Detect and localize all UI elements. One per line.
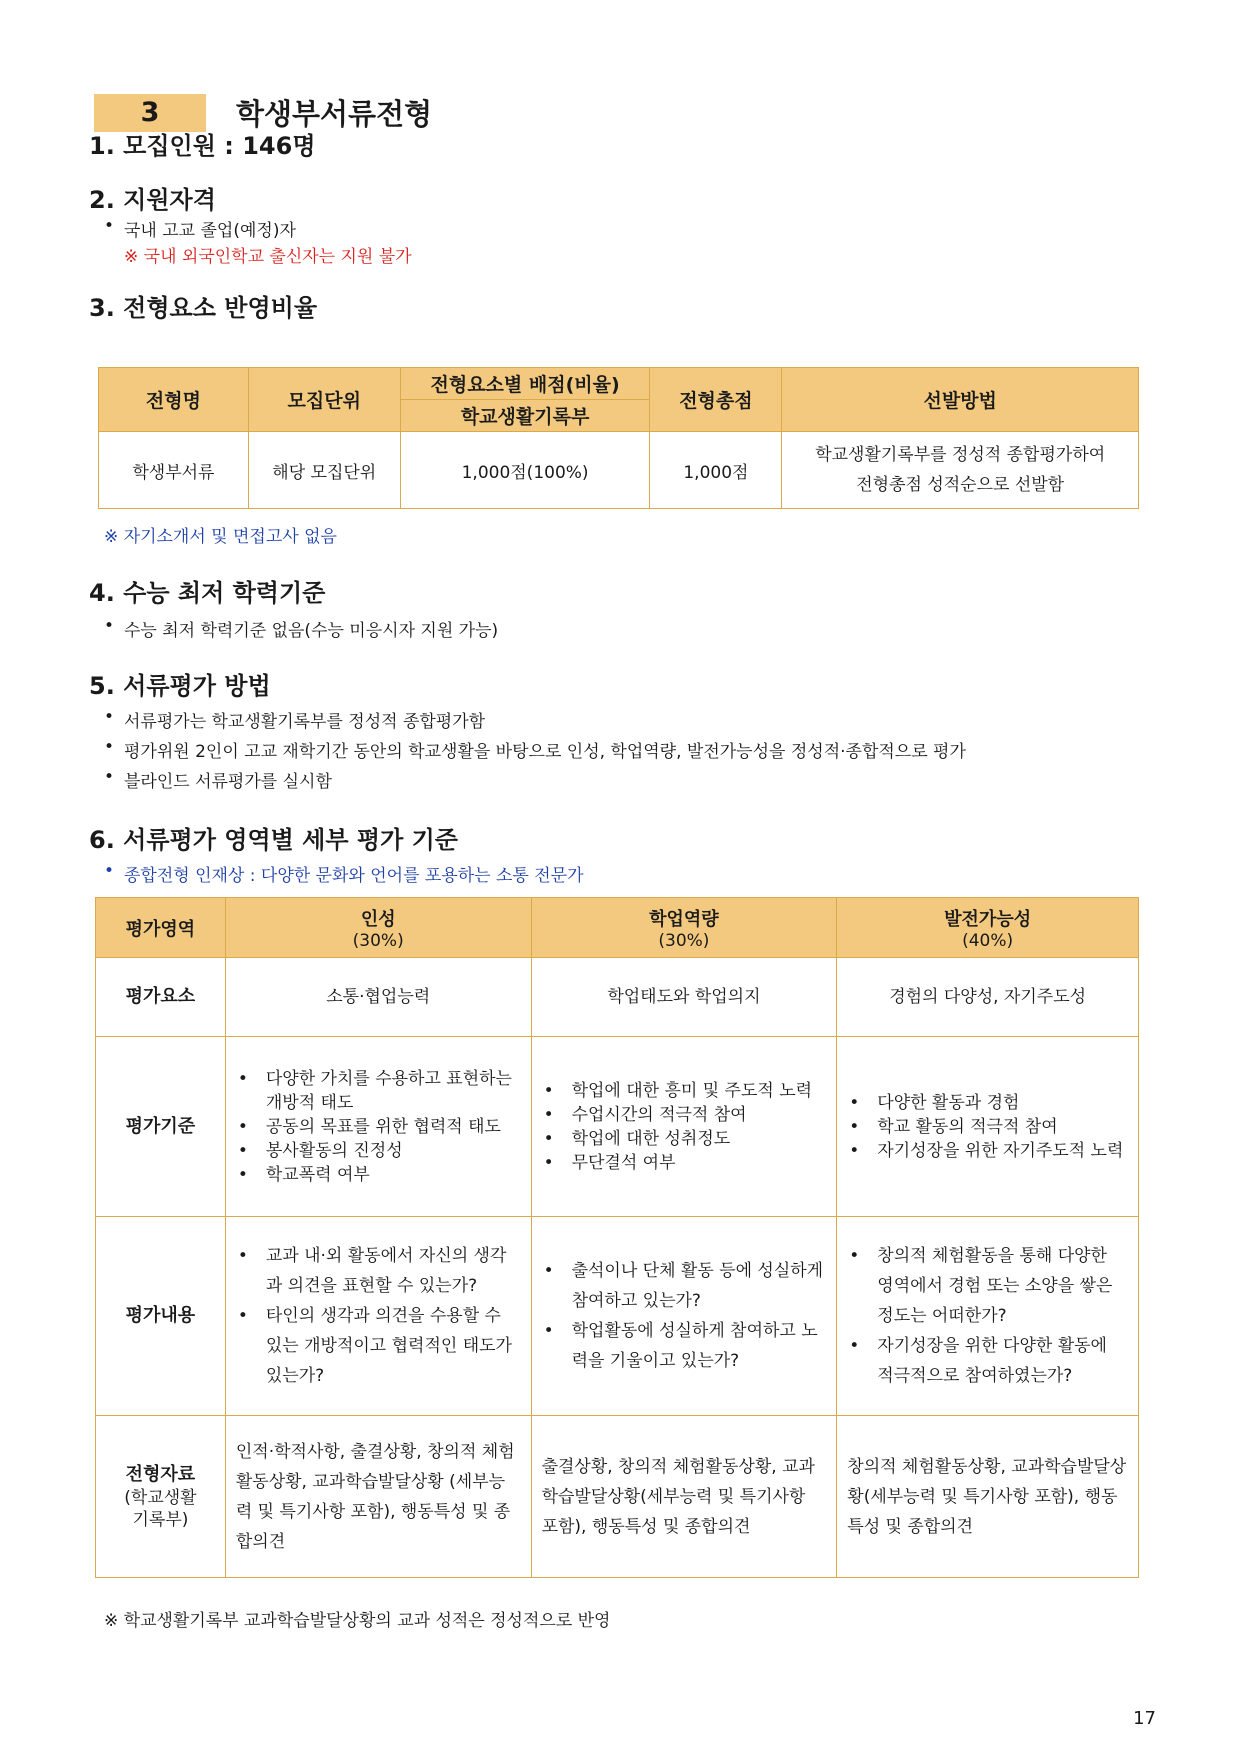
area-label: 평가영역 xyxy=(96,898,226,958)
factor-cell: 경험의 다양성, 자기주도성 xyxy=(837,958,1139,1037)
criteria-cell xyxy=(837,1037,1139,1217)
col-header-unit: 모집단위 xyxy=(248,368,400,432)
content-item: • 창의적 체험활동을 통해 다양한 영역에서 경험 또는 소양을 쌓은 정도는 어떠한가? xyxy=(847,1241,1128,1331)
ratio-table xyxy=(98,367,1139,509)
content-item: • 자기성장을 위한 다양한 활동에 적극적으로 참여하였는가? xyxy=(847,1331,1128,1391)
criteria-item: • 학업에 대한 성취정도 xyxy=(542,1127,827,1151)
col-header-name: 전형명 xyxy=(99,368,249,432)
col-header-element: 학교생활기록부 xyxy=(400,400,650,432)
content-cell xyxy=(837,1217,1139,1416)
method-bullet-3: • 블라인드 서류평가를 실시함 xyxy=(106,767,332,792)
col-personality: 인성 (30%) xyxy=(225,898,531,958)
cell-method xyxy=(782,432,1139,509)
col-header-total: 전형총점 xyxy=(650,368,782,432)
content-item: • 교과 내·외 활동에서 자신의 생각과 의견을 표현할 수 있는가? xyxy=(236,1241,521,1301)
criteria-item: • 자기성장을 위한 자기주도적 노력 xyxy=(847,1139,1128,1163)
cell-unit: 해당 모집단위 xyxy=(248,432,400,509)
criteria-item: • 학교 활동의 적극적 참여 xyxy=(847,1115,1128,1139)
criteria-item: • 학교폭력 여부 xyxy=(236,1163,521,1187)
heading-criteria: 6. 서류평가 영역별 세부 평가 기준 xyxy=(89,826,458,854)
criteria-item: • 봉사활동의 진정성 xyxy=(236,1139,521,1163)
row-label-factor: 평가요소 xyxy=(96,958,226,1037)
criteria-cell xyxy=(225,1037,531,1217)
material-cell: 출결상황, 창의적 체험활동상황, 교과학습발달상황(세부능력 및 특기사항 포함), 행동특성 및 종합의견 xyxy=(531,1416,837,1578)
eligibility-note: ※ 국내 외국인학교 출신자는 지원 불가 xyxy=(124,247,412,267)
heading-eligibility: 2. 지원자격 xyxy=(89,186,216,214)
factor-cell: 소통·협업능력 xyxy=(225,958,531,1037)
section-number: 3 xyxy=(94,94,206,132)
content-item: • 타인의 생각과 의견을 수용할 수 있는 개방적이고 협력적인 태도가 있는가? xyxy=(236,1301,521,1391)
section-title: 학생부서류전형 xyxy=(236,97,433,131)
criteria-item: • 다양한 가치를 수용하고 표현하는 개방적 태도 xyxy=(236,1067,521,1115)
material-cell: 창의적 체험활동상황, 교과학습발달상황(세부능력 및 특기사항 포함), 행동특성 및 종합의견 xyxy=(837,1416,1139,1578)
criteria-item: • 공동의 목표를 위한 협력적 태도 xyxy=(236,1115,521,1139)
ratio-note: ※ 자기소개서 및 면접고사 없음 xyxy=(104,527,337,547)
heading-csat: 4. 수능 최저 학력기준 xyxy=(89,579,326,607)
eligibility-bullet: • 국내 고교 졸업(예정)자 xyxy=(106,216,296,241)
col-academic: 학업역량 (30%) xyxy=(531,898,837,958)
cell-total: 1,000점 xyxy=(650,432,782,509)
row-label-criteria: 평가기준 xyxy=(96,1037,226,1217)
criteria-item: • 다양한 활동과 경험 xyxy=(847,1091,1128,1115)
page-number: 17 xyxy=(1133,1708,1156,1729)
material-label-sub2: 기록부) xyxy=(132,1509,189,1530)
cell-element-score: 1,000점(100%) xyxy=(400,432,650,509)
criteria-table xyxy=(95,897,1139,1578)
material-label: 전형자료 xyxy=(125,1463,196,1485)
cell-method-line2: 전형총점 성적순으로 선발함 xyxy=(856,475,1065,495)
col-header-method: 선발방법 xyxy=(782,368,1139,432)
content-cell xyxy=(531,1217,837,1416)
content-cell xyxy=(225,1217,531,1416)
criteria-item: • 학업에 대한 흥미 및 주도적 노력 xyxy=(542,1079,827,1103)
factor-cell: 학업태도와 학업의지 xyxy=(531,958,837,1037)
heading-ratio: 3. 전형요소 반영비율 xyxy=(89,294,317,322)
heading-recruitment: 1. 모집인원 : 146명 xyxy=(89,132,316,160)
row-label-content: 평가내용 xyxy=(96,1217,226,1416)
csat-bullet: • 수능 최저 학력기준 없음(수능 미응시자 지원 가능) xyxy=(106,616,498,641)
talent-bullet: • 종합전형 인재상 : 다양한 문화와 언어를 포용하는 소통 전문가 xyxy=(106,861,584,886)
criteria-item: • 무단결석 여부 xyxy=(542,1151,827,1175)
content-item: • 학업활동에 성실하게 참여하고 노력을 기울이고 있는가? xyxy=(542,1316,827,1376)
criteria-cell xyxy=(531,1037,837,1217)
col-potential: 발전가능성 (40%) xyxy=(837,898,1139,958)
content-item: • 출석이나 단체 활동 등에 성실하게 참여하고 있는가? xyxy=(542,1256,827,1316)
col-header-element-group: 전형요소별 배점(비율) xyxy=(400,368,650,400)
cell-method-line1: 학교생활기록부를 정성적 종합평가하여 xyxy=(815,445,1106,465)
material-label-sub1: (학교생활 xyxy=(124,1487,197,1508)
material-cell: 인적·학적사항, 출결상황, 창의적 체험활동상황, 교과학습발달상황 (세부능력 및 특기사항 포함), 행동특성 및 종합의견 xyxy=(225,1416,531,1578)
final-note: ※ 학교생활기록부 교과학습발달상황의 교과 성적은 정성적으로 반영 xyxy=(104,1611,611,1631)
cell-name: 학생부서류 xyxy=(99,432,249,509)
criteria-item: • 수업시간의 적극적 참여 xyxy=(542,1103,827,1127)
method-bullet-2: • 평가위원 2인이 고교 재학기간 동안의 학교생활을 바탕으로 인성, 학업역량, 발전가능성을 정성적·종합적으로 평가 xyxy=(106,737,966,762)
row-label-material xyxy=(96,1416,226,1578)
heading-method: 5. 서류평가 방법 xyxy=(89,672,271,700)
method-bullet-1: • 서류평가는 학교생활기록부를 정성적 종합평가함 xyxy=(106,707,485,732)
